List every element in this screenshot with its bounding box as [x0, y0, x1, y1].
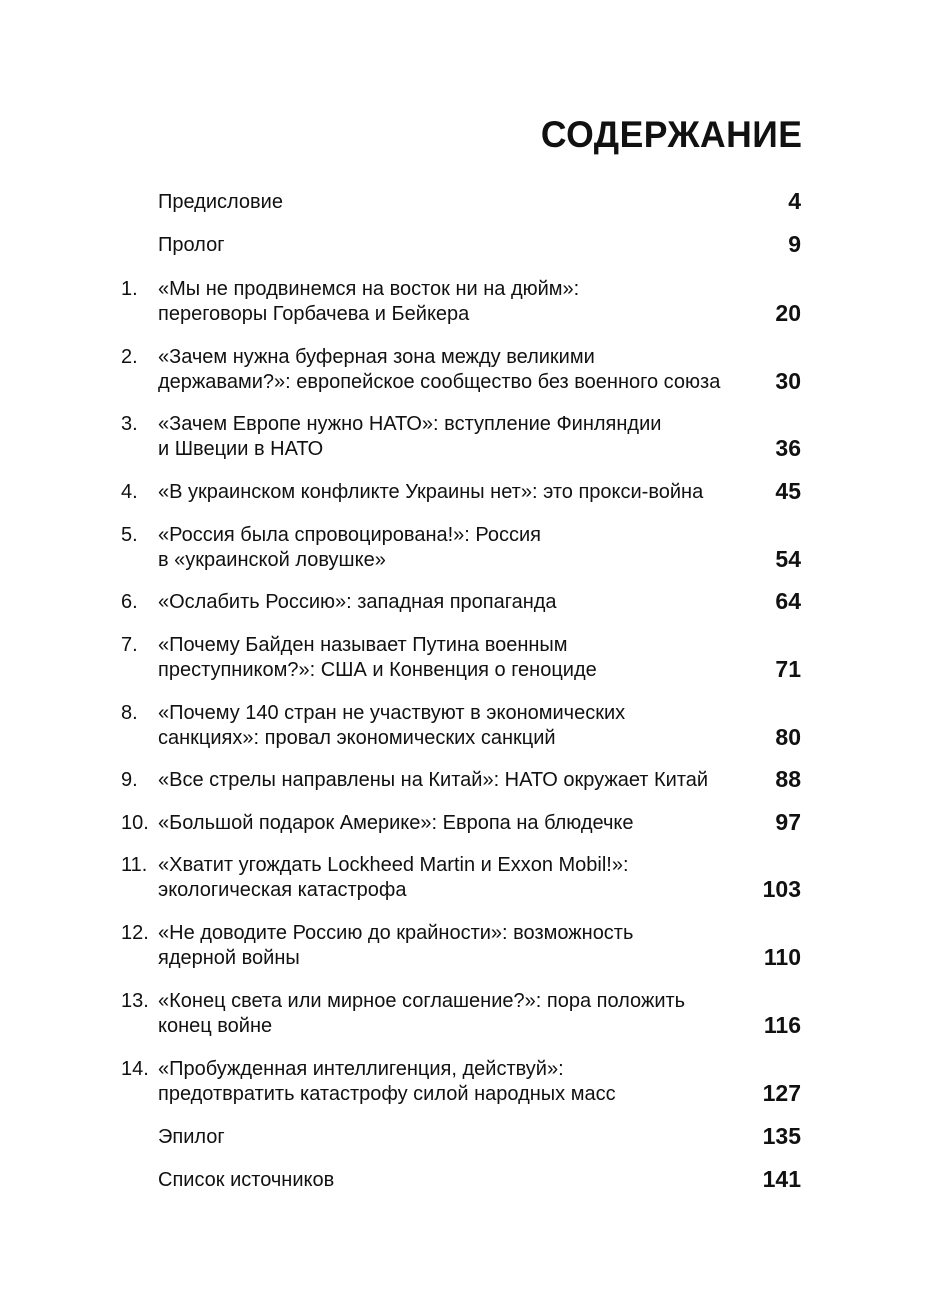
toc-entry-title-line: ядерной войны — [158, 947, 300, 969]
toc-entry-page: 54 — [775, 546, 801, 572]
toc-entry-page: 30 — [775, 368, 801, 394]
toc-entry-title-line: «Хватит угождать Lockheed Martin и Exxon Mobil!»: — [158, 854, 629, 876]
toc-entry-page: 135 — [762, 1123, 801, 1149]
toc-entry-number: 1. — [121, 278, 138, 300]
toc-entry-title — [158, 190, 763, 215]
toc-entry-title — [158, 989, 763, 1039]
toc-entry-page: 36 — [775, 435, 801, 461]
toc-entry-number: 2. — [121, 346, 138, 368]
toc-entry-title-line: Список источников — [158, 1169, 335, 1191]
toc-entry-title-line: «Почему Байден называет Путина военным — [158, 634, 568, 656]
toc-entry-title-line: Эпилог — [158, 1126, 225, 1148]
toc-entry-number: 9. — [121, 769, 138, 791]
toc-entry-title-line: Предисловие — [158, 191, 283, 213]
toc-entry-page: 116 — [763, 1012, 801, 1038]
toc-entry-page: 4 — [788, 188, 801, 214]
toc-entry-title-line: конец войне — [158, 1015, 273, 1037]
page-title: СОДЕРЖАНИЕ — [540, 114, 802, 155]
toc-entry-title-line: «Россия была спровоцирована!»: Россия — [158, 524, 541, 546]
toc-entry-title — [158, 233, 763, 258]
toc-entry-title — [158, 853, 763, 903]
toc-entry-title — [158, 633, 763, 683]
toc-entry-number: 13. — [121, 990, 149, 1012]
toc-entry-page: 103 — [762, 876, 801, 902]
toc-entry-title-line: «Почему 140 стран не участвуют в экономических — [158, 702, 626, 724]
toc-entry-title-line: державами?»: европейское сообщество без военного союза — [158, 371, 721, 393]
toc-entry-page: 80 — [775, 724, 801, 750]
toc-entry-title-line: предотвратить катастрофу силой народных масс — [158, 1083, 616, 1105]
toc-entry-title — [158, 768, 763, 793]
toc-entry-number: 12. — [121, 922, 149, 944]
toc-entry-number: 5. — [121, 524, 138, 546]
toc-entry-number: 3. — [121, 413, 138, 435]
toc-entry-number: 11. — [121, 854, 148, 876]
toc-entry-title-line: в «украинской ловушке» — [158, 549, 386, 571]
toc-entry-title — [158, 523, 763, 573]
toc-entry-page: 110 — [763, 944, 801, 970]
toc-entry-page: 64 — [775, 588, 801, 614]
toc-entry-title-line: «Зачем Европе нужно НАТО»: вступление Финляндии — [158, 413, 662, 435]
toc-entry-title-line: «Все стрелы направлены на Китай»: НАТО окружает Китай — [158, 769, 709, 791]
toc-entry-number: 4. — [121, 481, 138, 503]
toc-entry-title — [158, 1168, 763, 1193]
toc-entry-page: 20 — [775, 300, 801, 326]
toc-entry-page: 71 — [775, 656, 801, 682]
toc-entry-title — [158, 921, 763, 971]
toc-entry-title-line: преступником?»: США и Конвенция о геноциде — [158, 659, 597, 681]
toc-entry-page: 97 — [775, 809, 801, 835]
toc-entry-number: 8. — [121, 702, 138, 724]
toc-entry-page: 88 — [775, 766, 801, 792]
toc-entry-number: 6. — [121, 591, 138, 613]
toc-entry-title — [158, 590, 763, 615]
toc-entry-title — [158, 701, 763, 751]
toc-entry-title-line: и Швеции в НАТО — [158, 438, 324, 460]
toc-entry-title-line: Пролог — [158, 234, 225, 256]
toc-entry-number: 7. — [121, 634, 138, 656]
toc-entry-title-line: «Мы не продвинемся на восток ни на дюйм»: — [158, 278, 580, 300]
toc-entry-number: 14. — [121, 1058, 149, 1080]
toc-entry-title-line: «Конец света или мирное соглашение?»: пора положить — [158, 990, 686, 1012]
toc-entry-page: 9 — [788, 231, 801, 257]
toc-entry-page: 45 — [775, 478, 801, 504]
toc-entry-number: 10. — [121, 812, 149, 834]
toc-entry-title-line: «Не доводите Россию до крайности»: возможность — [158, 922, 634, 944]
toc-entry-title-line: «Зачем нужна буферная зона между великими — [158, 346, 595, 368]
toc-entry-title — [158, 345, 763, 395]
toc-entry-title — [158, 412, 763, 462]
toc-entry-title — [158, 1125, 763, 1150]
toc-entry-title — [158, 277, 763, 327]
toc-entry-title-line: санкциях»: провал экономических санкций — [158, 727, 556, 749]
toc-entry-title-line: экологическая катастрофа — [158, 879, 407, 901]
toc-entry-title — [158, 480, 763, 505]
toc-entry-page: 127 — [762, 1080, 801, 1106]
toc-entry-title-line: «Большой подарок Америке»: Европа на блюдечке — [158, 812, 634, 834]
toc-entry-page: 141 — [762, 1166, 801, 1192]
toc-entry-title-line: переговоры Горбачева и Бейкера — [158, 303, 470, 325]
toc-entry-title — [158, 1057, 763, 1107]
toc-entry-title-line: «Ослабить Россию»: западная пропаганда — [158, 591, 557, 613]
toc-entry-title-line: «В украинском конфликте Украины нет»: это прокси-война — [158, 481, 704, 503]
toc-entry-title — [158, 811, 763, 836]
toc-entry-title-line: «Пробужденная интеллигенция, действуй»: — [158, 1058, 564, 1080]
